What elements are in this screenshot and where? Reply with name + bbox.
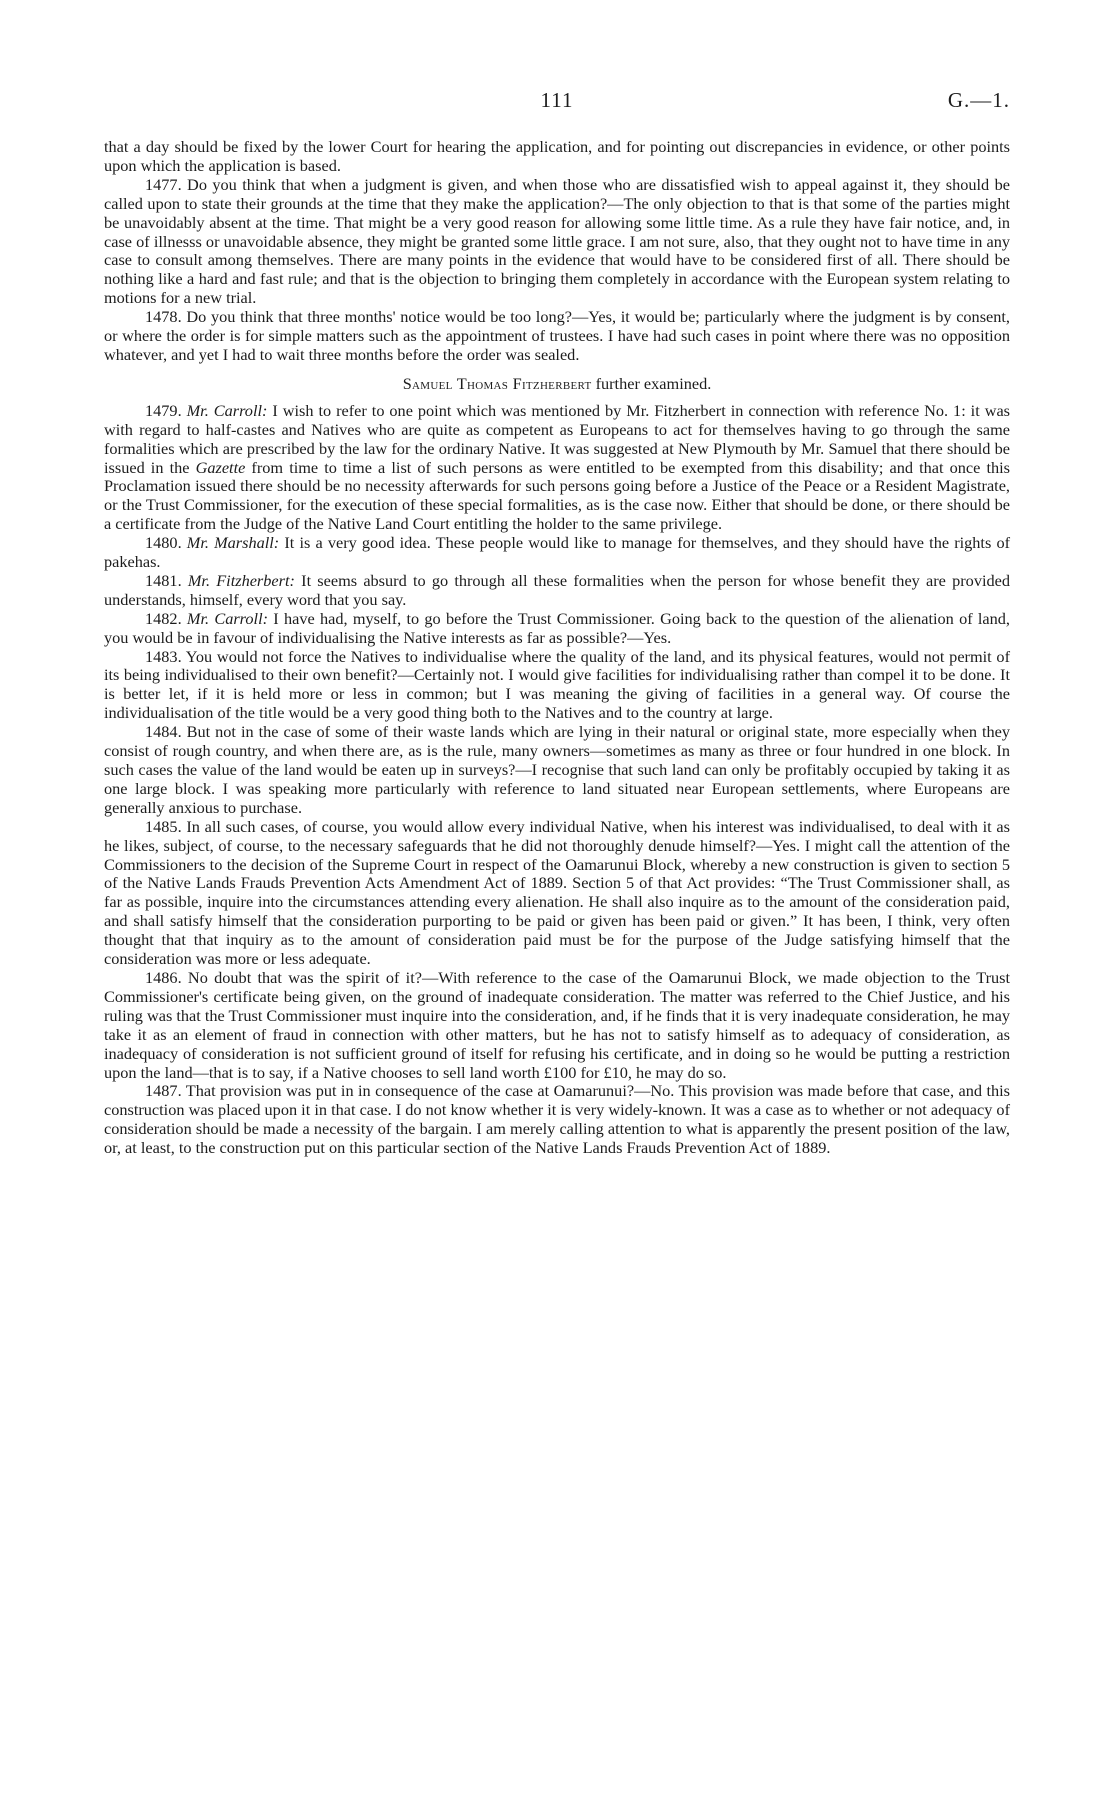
paragraph-1487: 1487. That provision was put in in consequence of the case at Oamarunui?—No. This provision was made before that case, and this construction was placed upon it in that case. I do not know whether it is very widely-known. It was a case as to whether or not adequacy of consideration should be made a necessity of the bargain. I am merely calling attention to what is apparently the present position of the law, or, at least, to the construction put on this particular section of the Native Lands Frauds Prevention Act of 1889. — [104, 1081, 1010, 1158]
paragraph-1480 — [104, 534, 1010, 572]
question-number: 1480. — [145, 533, 187, 553]
paragraph-continuation: that a day should be fixed by the lower Court for hearing the application, and for pointing out discrepancies in evidence, or other points upon which the application is based. — [104, 137, 1010, 175]
paragraph-text: I have had, myself, to go before the Trust Commissioner. Going back to the question of the alienation of land, you would be in favour of individualising the Native interests as far as possible?—Yes. — [104, 608, 1010, 647]
document-reference: G.—1. — [947, 88, 1010, 112]
document-body — [104, 138, 1010, 1158]
paragraph-text: It seems absurd to go through all these formalities when the person for whose benefit they are provided understands, himself, every word that you say. — [104, 570, 1010, 609]
paragraph-1486: 1486. No doubt that was the spirit of it?—With reference to the case of the Oamarunui Block, we made objection to the Trust Commissioner's certificate being given, on the ground of inadequate consideration. The matter was referred to the Chief Justice, and his ruling was that the Trust Commissioner must inquire into the consideration, and, if he finds that it is very inadequate consideration, he may take it as an element of fraud in connection with other matters, but he has not to satisfy himself as to adequacy of consideration, as inadequacy of consideration is not sufficient ground of itself for refusing his certificate, and in doing so he would be putting a restriction upon the land—that is to say, if a Native chooses to sell land worth £100 for £10, he may do so. — [104, 967, 1010, 1082]
paragraph-1484: 1484. But not in the case of some of their waste lands which are lying in their natural or original state, more especially when they consist of rough country, and when there are, as is the rule, many owners—sometimes as many as three or four hundred in one block. In such cases the value of the land would be eaten up in surveys?—I recognise that such land can only be profitably occupied by taking it as one large block. I was speaking more particularly with reference to land situated near European settlements, where Europeans are generally anxious to purchase. — [104, 722, 1010, 817]
paragraph-1483: 1483. You would not force the Natives to individualise where the quality of the land, and its physical features, would not permit of its being individualised to their own benefit?—Certainly not. I would give facilities for individualising rather than compel it to be done. It is better let, if it is held more or less in common; but I was meaning the giving of facilities in a general way. Of course the individualisation of the title would be a very good thing both to the Natives and to the country at large. — [104, 646, 1010, 723]
question-number: 1481. — [145, 570, 188, 590]
section-heading — [104, 375, 1010, 394]
paragraph-1477: 1477. Do you think that when a judgment is given, and when those who are dissatisfied wish to appeal against it, they should be called upon to state their grounds at the time that they make the application?—The only objection to that is that some of the parties might be unavoidably absent at the time. That might be a very good reason for allowing some little time. As a rule they have fair notice, and, in case of illnesss or unavoidable absence, they might be granted some little grace. I am not sure, also, that they ought not to have time in any case to consult among themselves. There are many points in the evidence that would have to be considered first of all. There should be nothing like a hard and fast rule; and that is the objection to bringing them completely in accordance with the European system relating to motions for a new trial. — [104, 174, 1010, 308]
speaker-name: Mr. Fitzherbert: — [187, 570, 295, 590]
gazette-title: Gazette — [195, 457, 246, 477]
witness-name: Samuel Thomas Fitzherbert — [402, 373, 592, 393]
paragraph-text: I wish to refer to one point which was mentioned by Mr. Fitzherbert in connection with reference No. 1: it was with regard to half-castes and Natives who are quite as competent as Europeans to act for themselves having to go through the same formalities which are prescribed by the law for the ordinary Native. It was suggested at New Plymouth by Mr. Samuel that there should be issued in the — [104, 400, 1011, 477]
speaker-name: Mr. Marshall: — [186, 533, 280, 553]
page-number: 111 — [540, 88, 574, 112]
paragraph-1482 — [104, 610, 1010, 648]
question-number: 1479. — [145, 400, 187, 420]
page-header — [104, 88, 1010, 116]
paragraph-1479 — [104, 402, 1010, 534]
speaker-name: Mr. Carroll: — [186, 400, 268, 420]
speaker-name: Mr. Carroll: — [186, 608, 269, 628]
paragraph-1485: 1485. In all such cases, of course, you would allow every individual Native, when his interest was individualised, to deal with it as he likes, subject, of course, to the necessary safeguards that he did not thoroughly denude himself?—Yes. I might call the attention of the Commissioners to the decision of the Supreme Court in respect of the Oamarunui Block, whereby a new construction is given to section 5 of the Native Lands Frauds Prevention Acts Amendment Act of 1889. Section 5 of that Act provides: “The Trust Commissioner shall, as far as possible, inquire into the circumstances attending every alienation. He shall also inquire as to the amount of the consideration paid, and shall satisfy himself that the consideration purporting to be paid or given has been paid or given.” It has been, I think, very often thought that that inquiry as to the amount of consideration paid must be for the purpose of the Judge satisfying himself that the consideration was more or less adequate. — [104, 816, 1010, 969]
paragraph-1481 — [104, 572, 1010, 610]
paragraph-text: from time to time a list of such persons as were entitled to be exempted from this disability; and that once this Proclamation issued there should be no necessity afterwards for such persons going before a Justice of the Peace or a Resident Magistrate, or the Trust Commissioner, for the execution of these special formalities, as is the case now. Either that should be done, or there should be a certificate from the Judge of the Native Land Court entitling the holder to the same privilege. — [104, 457, 1011, 534]
paragraph-1478: 1478. Do you think that three months' notice would be too long?—Yes, it would be; particularly where the judgment is by consent, or where the order is for simple matters such as the appointment of trustees. I have had such cases in point where there was no opposition whatever, and yet I had to wait three months before the order was sealed. — [104, 307, 1010, 364]
question-number: 1482. — [145, 608, 187, 628]
heading-rest: further examined. — [591, 373, 712, 393]
paragraph-text: It is a very good idea. These people would like to manage for themselves, and they should have the rights of pakehas. — [104, 533, 1011, 572]
